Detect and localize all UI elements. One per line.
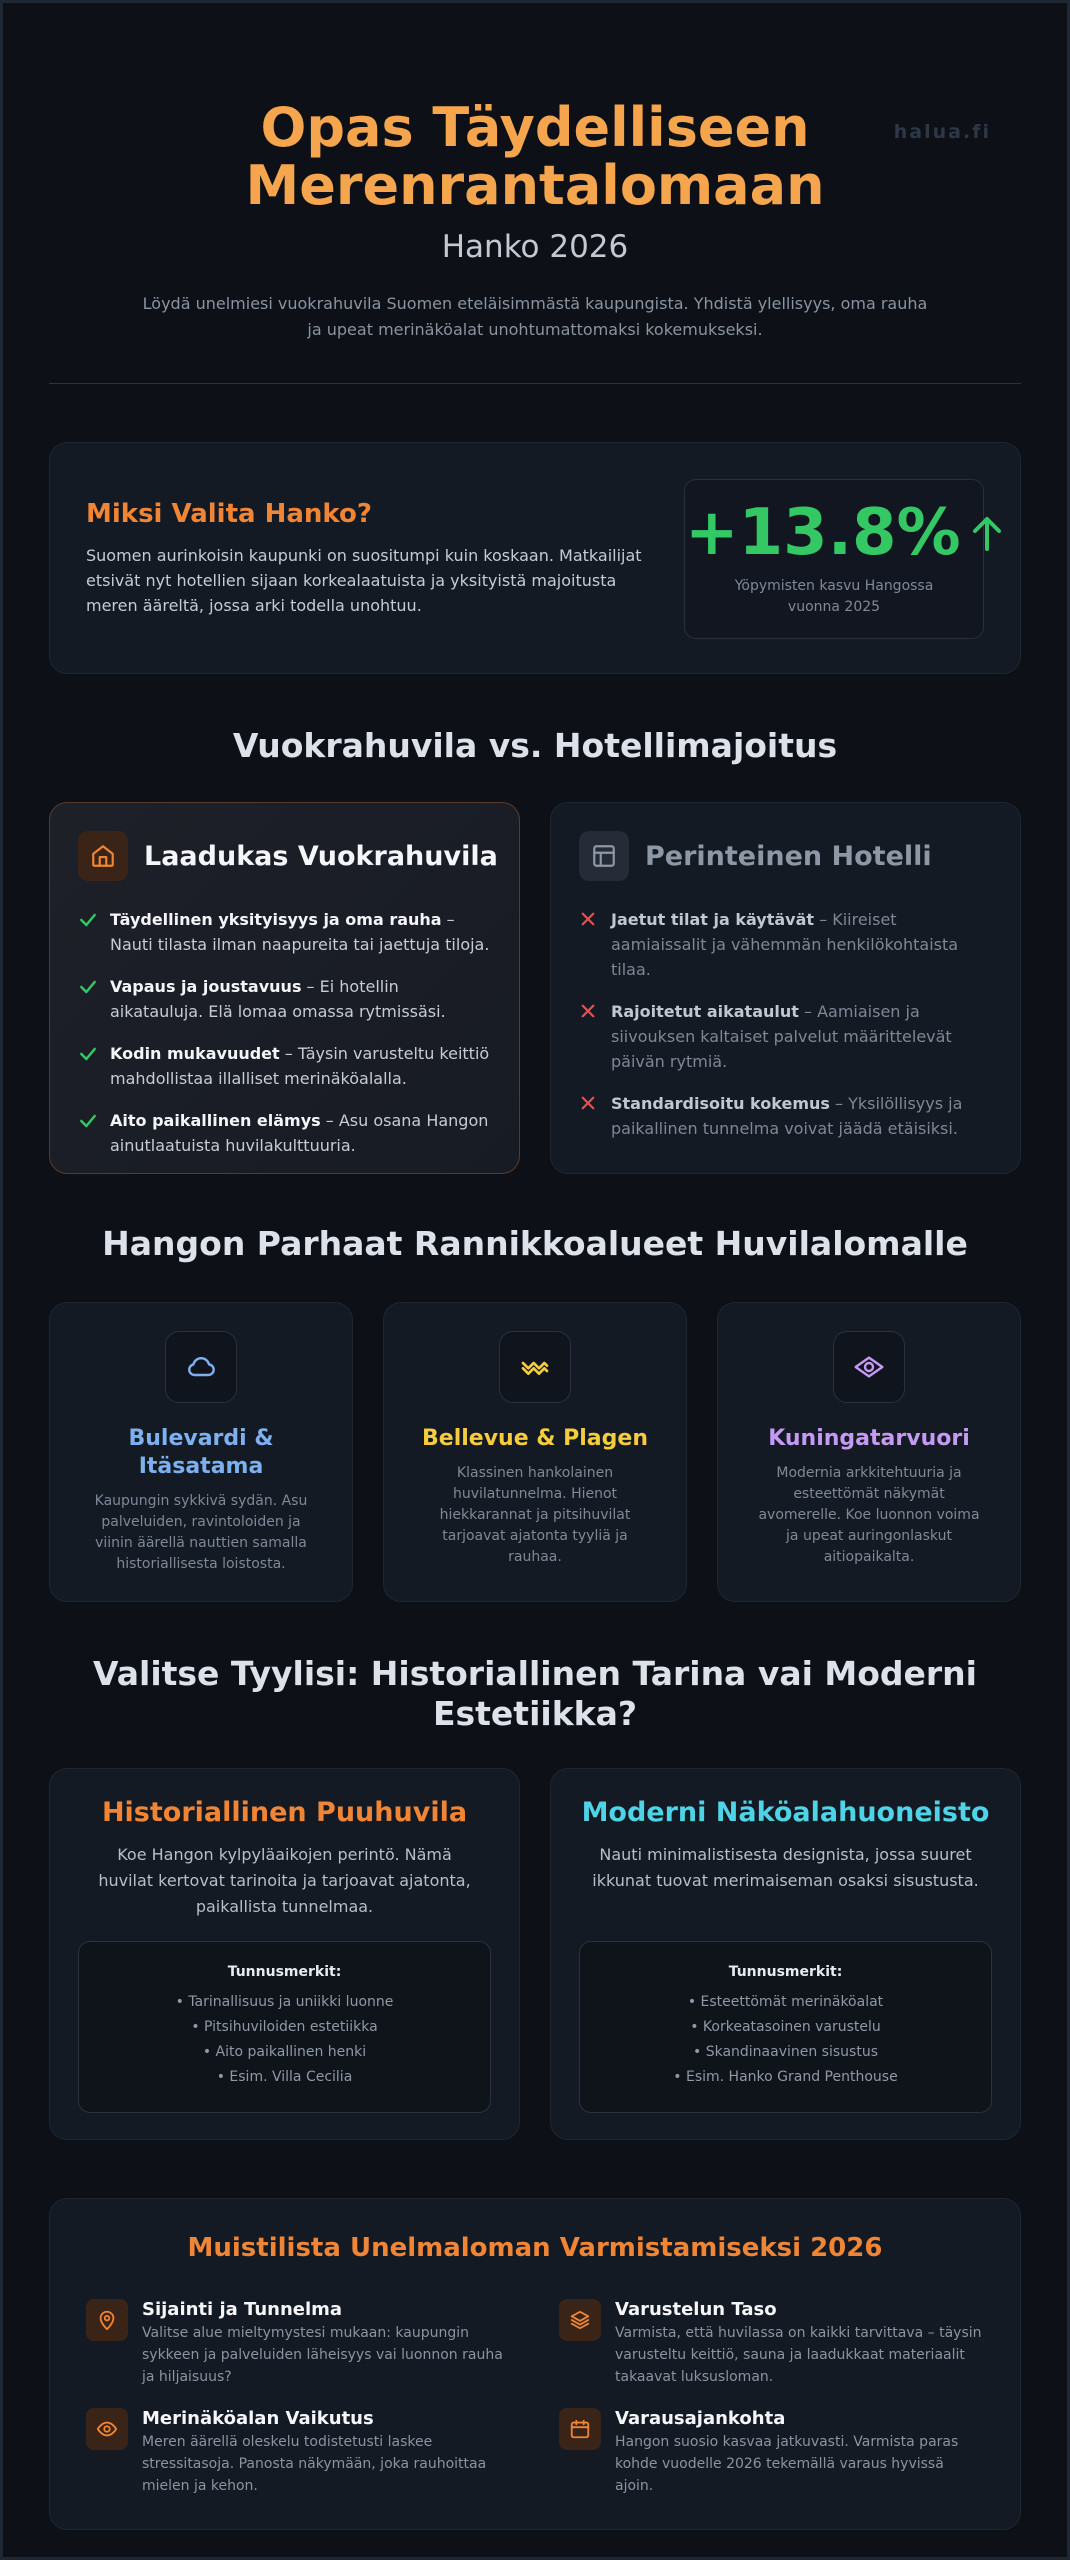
x-icon (579, 907, 611, 982)
list-item-text (110, 1108, 491, 1158)
checklist-grid (86, 2299, 984, 2497)
list-item-detail: – Yksilöllisyys ja paikallinen tunnelma voivat jäädä etäisiksi. (611, 1094, 963, 1138)
eye-diamond-icon (833, 1331, 905, 1403)
stat-value: +13.8% (685, 496, 961, 570)
areas-title: Hangon Parhaat Rannikkoalueet Huvilalomalle (102, 1224, 968, 1263)
style-traits (579, 1941, 992, 2113)
list-item-bold: Aito paikallinen elämys (110, 1111, 321, 1130)
list-item-bold: Täydellinen yksityisyys ja oma rauha (110, 910, 442, 929)
styles (49, 1768, 1021, 2140)
divider (49, 383, 1021, 384)
list-item (78, 1108, 491, 1158)
list-item-detail: – Täysin varusteltu keittiö mahdollistaa illalliset merinäköalalla. (110, 1044, 490, 1088)
trait-item: • Skandinaavinen sisustus (692, 2044, 878, 2060)
hotel-drawbacks-list (551, 881, 1020, 1141)
villa-card-title: Laadukas Vuokrahuvila (144, 840, 498, 872)
check-icon (78, 1041, 110, 1091)
list-item (579, 907, 992, 982)
list-item (579, 999, 992, 1074)
comparison (49, 802, 1021, 1174)
area-name: Bellevue & Plagen (422, 1426, 648, 1451)
comparison-title: Vuokrahuvila vs. Hotellimajoitus (232, 726, 838, 765)
cloud-icon (165, 1331, 237, 1403)
x-icon (579, 1091, 611, 1141)
areas (49, 1302, 1021, 1602)
checklist-item (559, 2299, 984, 2388)
style-desc: Nauti minimalistisesta designista, jossa suuret ikkunat tuovat merimaiseman osaksi sisustusta. (592, 1845, 979, 1890)
list-item (78, 974, 491, 1024)
styles-title: Valitse Tyylisi: Historiallinen Tarina vai Moderni Estetiikka? (93, 1654, 977, 1733)
hero (49, 3, 1021, 343)
style-name: Historiallinen Puuhuvila (101, 1797, 468, 1828)
trait-item: • Esim. Hanko Grand Penthouse (673, 2069, 898, 2085)
checklist-item-title: Sijainti ja Tunnelma (142, 2299, 343, 2320)
area-desc: Kaupungin sykkivä sydän. Asu palveluiden, ravintoloiden ja viinin äärellä nauttien samalla historiallisesta loistosta. (94, 1493, 308, 1572)
trait-item: • Tarinallisuus ja uniikki luonne (175, 1994, 394, 2010)
list-item (78, 907, 491, 957)
traits-heading: Tunnusmerkit: (227, 1964, 342, 1980)
trait-item: • Aito paikallinen henki (202, 2044, 367, 2060)
list-item-text (110, 907, 491, 957)
brand-logo: halua.fi (893, 121, 991, 143)
hotel-layout-icon (579, 831, 629, 881)
waves-icon (499, 1331, 571, 1403)
style-name: Moderni Näköalahuoneisto (581, 1797, 990, 1828)
check-icon (78, 974, 110, 1024)
page-title: Opas Täydelliseen Merenrantalomaan (245, 96, 825, 217)
checklist-item-title: Merinäköalan Vaikutus (142, 2408, 374, 2429)
trait-item: • Korkeatasoinen varustelu (690, 2019, 881, 2035)
list-item-detail: – Nauti tilasta ilman naapureita tai jaettuja tiloja. (110, 910, 490, 954)
style-traits (78, 1941, 491, 2113)
hotel-card (550, 802, 1021, 1174)
style-desc: Koe Hangon kylpyläaikojen perintö. Nämä huvilat kertovat tarinoita ja tarjoavat ajatonta, paikallista tunnelmaa. (98, 1845, 471, 1916)
trait-item: • Pitsihuviloiden estetiikka (191, 2019, 378, 2035)
villa-card-header (50, 803, 519, 881)
area-name: Kuningatarvuori (768, 1426, 970, 1451)
map-pin-icon (86, 2299, 128, 2341)
check-icon (78, 1108, 110, 1158)
checklist-item-title: Varausajankohta (615, 2408, 786, 2429)
traits-list (79, 1990, 490, 2090)
layers-icon (559, 2299, 601, 2341)
area-desc: Modernia arkkitehtuuria ja esteettömät näkymät avomerelle. Koe luonnon voima ja upeat auringonlaskut aitiopaikalta. (758, 1465, 980, 1565)
list-item-bold: Jaetut tilat ja käytävät (611, 910, 815, 929)
list-item (579, 1091, 992, 1141)
list-item-text (110, 974, 491, 1024)
list-item-detail: – Kiireiset aamiaissalit ja vähemmän henkilökohtaista tilaa. (611, 910, 959, 979)
checklist-item-desc: Valitse alue mieltymystesi mukaan: kaupungin sykkeen ja palveluiden läheisyys vai luonnon rauha ja hiljaisuus? (142, 2325, 503, 2385)
list-item-bold: Kodin mukavuudet (110, 1044, 280, 1063)
checklist-item (559, 2408, 984, 2497)
checklist-item (86, 2408, 511, 2497)
stat-value-row (685, 496, 1003, 570)
list-item-text (611, 999, 992, 1074)
list-item-text (611, 1091, 992, 1141)
why-text: Suomen aurinkoisin kaupunki on suositumpi kuin koskaan. Matkailijat etsivät nyt hotellien sijaan korkealaatuista ja yksityistä majoitusta meren ääreltä, jossa arki todella unohtuu. (86, 546, 642, 615)
list-item-detail: – Asu osana Hangon ainutlaatuista huvilakulttuuria. (110, 1111, 489, 1155)
area-desc: Klassinen hankolainen huvilatunnelma. Hienot hiekkarannat ja pitsihuvilat tarjoavat ajatonta tyyliä ja rauhaa. (439, 1465, 631, 1565)
style-card-historical (49, 1768, 520, 2140)
x-icon (579, 999, 611, 1074)
area-card-bulevardi (49, 1302, 353, 1602)
villa-benefits-list (50, 881, 519, 1158)
checklist-title: Muistilista Unelmaloman Varmistamiseksi 2026 (187, 2233, 883, 2263)
list-item (78, 1041, 491, 1091)
traits-list (580, 1990, 991, 2090)
checklist-item (86, 2299, 511, 2388)
area-card-bellevue (383, 1302, 687, 1602)
growth-stat (684, 479, 984, 639)
list-item-text (611, 907, 992, 982)
stat-label: Yöpymisten kasvu Hangossa vuonna 2025 (734, 578, 934, 615)
hotel-card-title: Perinteinen Hotelli (645, 840, 932, 872)
list-item-detail: – Aamiaisen ja siivouksen kaltaiset palvelut määrittelevät päivän rytmiä. (611, 1002, 952, 1071)
villa-card (49, 802, 520, 1174)
area-card-kuningatarvuori (717, 1302, 1021, 1602)
page-subtitle: Hanko 2026 (441, 229, 629, 265)
checklist-item-desc: Hangon suosio kasvaa jatkuvasti. Varmista paras kohde vuodelle 2026 tekemällä varaus hyvissä ajoin. (615, 2434, 959, 2494)
area-name: Bulevardi & Itäsatama (128, 1426, 274, 1479)
list-item-detail: – Ei hotellin aikatauluja. Elä lomaa omassa rytmissäsi. (110, 977, 446, 1021)
list-item-text (110, 1041, 491, 1091)
checklist-item-desc: Varmista, että huvilassa on kaikki tarvittava – täysin varusteltu keittiö, sauna ja laadukkaat materiaalit takaavat luksusloman. (615, 2325, 982, 2385)
eye-icon (86, 2408, 128, 2450)
traits-heading: Tunnusmerkit: (728, 1964, 843, 1980)
hotel-card-header (551, 803, 1020, 881)
list-item-bold: Rajoitetut aikataulut (611, 1002, 799, 1021)
why-hanko-card (49, 442, 1021, 674)
home-icon (78, 831, 128, 881)
calendar-icon (559, 2408, 601, 2450)
checklist-item-desc: Meren äärellä oleskelu todistetusti laskee stressitasoja. Panosta näkymään, joka rauhoittaa mielen ja kehon. (142, 2434, 487, 2494)
intro-text: Löydä unelmiesi vuokrahuvila Suomen eteläisimmästä kaupungista. Yhdistä ylellisyys, oma rauha ja upeat merinäköalat unohtumattomaksi kokemukseksi. (142, 294, 928, 339)
checklist-card (49, 2198, 1021, 2530)
style-card-modern (550, 1768, 1021, 2140)
check-icon (78, 907, 110, 957)
why-title: Miksi Valita Hanko? (86, 499, 372, 529)
checklist-item-title: Varustelun Taso (615, 2299, 777, 2320)
trait-item: • Esteettömät merinäköalat (687, 1994, 884, 2010)
trait-item: • Esim. Villa Cecilia (216, 2069, 353, 2085)
arrow-up-icon (971, 513, 1003, 553)
list-item-bold: Vapaus ja joustavuus (110, 977, 302, 996)
list-item-bold: Standardisoitu kokemus (611, 1094, 830, 1113)
